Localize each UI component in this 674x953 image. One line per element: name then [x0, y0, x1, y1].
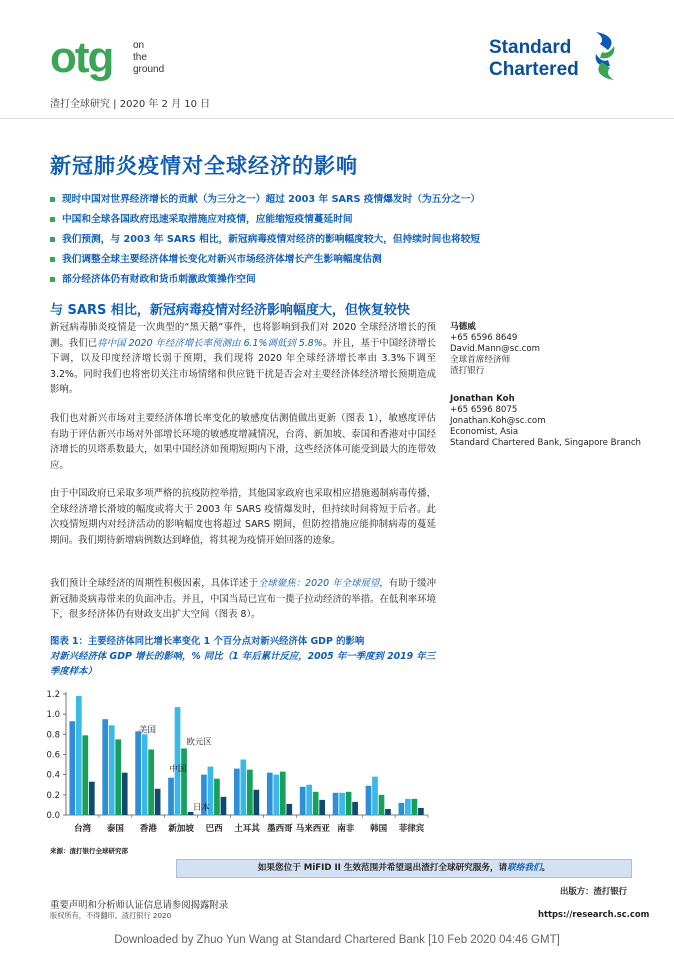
author-card [450, 394, 641, 449]
paragraph-text: ，有助于缓冲新冠肺炎病毒带来的负面冲击。并且，中国当局已宣布一揽子拉动经济的举措。在低利率环境下，很多经济体仍有财政支出扩大空间（图表 8）。 [50, 578, 436, 621]
bar-欧元区 [82, 735, 88, 815]
bar-日本 [155, 789, 161, 815]
x-tick-label: 马来西亚 [295, 824, 330, 834]
published-by: 出版方：渣打银行 [560, 886, 627, 896]
x-tick-label: 新加坡 [168, 824, 194, 834]
bar-日本 [385, 809, 391, 815]
series-annotation: 美国 [139, 725, 157, 736]
x-tick-label: 南非 [337, 824, 355, 834]
paragraph-4 [50, 576, 436, 623]
author-email[interactable]: Jonathan.Koh@sc.com [450, 416, 546, 426]
website-link[interactable]: https://research.sc.com [538, 909, 650, 919]
bar-欧元区 [412, 799, 418, 815]
bar-美国 [405, 799, 411, 815]
bar-美国 [306, 785, 312, 815]
bar-美国 [241, 760, 247, 815]
x-tick-label: 韩国 [370, 824, 388, 834]
series-annotation: 欧元区 [186, 737, 212, 748]
author-org: 渣打银行 [450, 366, 485, 376]
author-name: Jonathan Koh [450, 394, 515, 404]
paragraph-text: 新冠病毒肺炎疫情是一次典型的“黑天鹅”事件，也将影响到我们对 2020 全球经济增长的预测。我们已 [50, 322, 436, 349]
figure-source: 来源：渣打银行全球研究部 [50, 847, 128, 855]
author-email[interactable]: David.Mann@sc.com [450, 344, 540, 354]
bar-日本 [89, 782, 95, 815]
y-tick-label: 0.8 [46, 730, 60, 741]
copyright-text: 版权所有，不得翻印。渣打银行 2020 [50, 911, 172, 920]
bar-中国 [135, 731, 141, 815]
y-tick-label: 0.0 [46, 811, 60, 821]
bar-日本 [352, 802, 358, 815]
author-phone: +65 6596 8075 [450, 405, 518, 415]
bar-美国 [273, 775, 279, 815]
x-tick-label: 泰国 [106, 824, 124, 834]
bar-日本 [221, 797, 227, 815]
author-name: 马德威 [450, 322, 476, 332]
author-org: Standard Chartered Bank, Singapore Branch [450, 438, 641, 448]
author-phone: +65 6596 8649 [450, 333, 518, 343]
bar-美国 [175, 707, 181, 815]
series-annotation: 中国 [169, 764, 187, 775]
bar-中国 [102, 719, 108, 815]
paragraph-link[interactable]: 将中国 2020 年经济增长率预测由 6.1%调低到 5.8% [97, 337, 323, 349]
standard-chartered-logo-icon [592, 30, 618, 82]
mifid-notice [176, 859, 632, 878]
key-point: 部分经济体仍有财政和货币刺激政策操作空间 [50, 270, 640, 290]
bar-欧元区 [313, 792, 319, 815]
section-title: 与 SARS 相比，新冠病毒疫情对经济影响幅度大，但恢复较快 [50, 303, 410, 318]
bar-欧元区 [346, 792, 352, 815]
header-subtitle: 渣打全球研究 | 2020 年 2 月 10 日 [50, 99, 211, 110]
y-tick-label: 0.2 [46, 790, 60, 801]
bar-美国 [339, 793, 345, 815]
bar-日本 [319, 800, 325, 815]
bar-欧元区 [181, 748, 187, 815]
author-title: Economist, Asia [450, 427, 519, 437]
tagline-line: ground [133, 64, 165, 75]
bar-日本 [254, 790, 260, 815]
download-stamp: Downloaded by Zhuo Yun Wang at Standard Chartered Bank [10 Feb 2020 04:46 GMT] [114, 934, 560, 946]
paragraph-2: 我们也对新兴市场对主要经济体增长率变化的敏感度估测值做出更新（图表 1），敏感度评估有助于评估新兴市场对外部增长环境的敏感度增减情况，台湾、新加坡、泰国和香港对中国经济增长的贝塔系数最大，如果中国经济如预期短期内下滑，这些经济体可能受到最大的连带效应。 [50, 413, 436, 471]
key-point: 中国和全球各国政府迅速采取措施应对疫情，应能缩短疫情蔓延时间 [50, 210, 640, 230]
bar-日本 [418, 808, 424, 815]
beta-bar-chart [36, 684, 436, 842]
key-points-list [50, 190, 640, 290]
y-tick-label: 1.0 [46, 710, 60, 721]
bar-欧元区 [280, 772, 286, 815]
bar-中国 [333, 793, 339, 815]
paragraph-text: 我们预计全球经济的周期性积极因素，具体详述于 [50, 578, 258, 589]
bar-中国 [399, 803, 405, 815]
paragraph-text: 。并且，基于中国经济增长下调，以及印度经济增长弱于预期，我们现将 2020 年全球经济增长率由 3.3%下调至 3.2%。同时我们也将密切关注市场情绪和供应链干扰是否会对主要经济体经济增长预期造成影响。 [50, 337, 436, 396]
bar-日本 [286, 804, 292, 815]
bar-美国 [372, 777, 378, 815]
x-tick-label: 巴西 [205, 824, 223, 834]
series-annotation: 日本 [192, 802, 210, 813]
paragraph-3: 由于中国政府已采取多项严格的抗疫防控举措，其他国家政府也采取相应措施遏制病毒传播，全球经济增长滑坡的幅度或将大于 2003 年 SARS 疫情爆发时，但持续时间将短于后者。此次疫情短期内对经济活动的影响幅度也将超过 SARS 期间，但防控措施应能抑制病毒的蔓延期间。我们期待新增病例数达到峰值，将其视为疫情开始回落的迹象。 [50, 488, 436, 546]
paragraph-1 [50, 320, 436, 398]
author-card [450, 322, 540, 377]
x-tick-label: 菲律宾 [398, 824, 425, 834]
bar-中国 [300, 787, 306, 815]
contact-us-link[interactable]: 联络我们 [507, 863, 542, 873]
paragraph-link[interactable]: 全球聚焦：2020 年全球展望 [257, 578, 380, 589]
bar-日本 [122, 773, 128, 815]
standard-chartered-name [489, 37, 579, 81]
figure-subtitle: 对新兴经济体 GDP 增长的影响，% 同比（1 年后累计反应，2005 年一季度到 2019 年三季度样本） [50, 651, 436, 677]
y-tick-label: 1.2 [46, 690, 60, 700]
otg-tagline [133, 40, 164, 76]
bar-美国 [142, 734, 148, 815]
bank-name-line2: Chartered [489, 59, 579, 80]
bar-中国 [168, 778, 174, 815]
otg-logo: otg [50, 33, 113, 82]
bar-美国 [109, 725, 115, 815]
disclaimer-text: 重要声明和分析师认证信息请参阅揭露附录 [50, 900, 229, 911]
bar-中国 [234, 769, 240, 815]
bar-欧元区 [115, 739, 121, 815]
bank-name-line1: Standard [489, 37, 572, 58]
x-tick-label: 土耳其 [234, 824, 260, 834]
page-title: 新冠肺炎疫情对全球经济的影响 [50, 154, 358, 178]
bar-美国 [76, 696, 82, 815]
bar-欧元区 [214, 779, 220, 815]
bar-欧元区 [148, 749, 154, 815]
tagline-line: the [133, 52, 147, 63]
mifid-text-end: 。 [541, 863, 551, 873]
mifid-text: 如果您位于 MiFID II 生效范围并希望退出渣打全球研究服务，请 [257, 863, 508, 873]
bar-中国 [69, 721, 75, 815]
figure-title: 图表 1：主要经济体同比增长率变化 1 个百分点对新兴经济体 GDP 的影响 [50, 636, 365, 647]
bar-中国 [267, 773, 273, 815]
bar-欧元区 [379, 795, 385, 815]
x-tick-label: 墨西哥 [267, 824, 293, 834]
x-tick-label: 台湾 [73, 824, 91, 834]
key-point: 现时中国对世界经济增长的贡献（为三分之一）超过 2003 年 SARS 疫情爆发时（为五分之一） [50, 190, 640, 210]
key-point: 我们预测，与 2003 年 SARS 相比，新冠病毒疫情对经济的影响幅度较大，但持续时间也将较短 [50, 230, 640, 250]
bar-欧元区 [247, 770, 253, 815]
tagline-line: on [133, 40, 145, 51]
bar-中国 [366, 786, 372, 815]
y-tick-label: 0.6 [46, 750, 60, 761]
author-title: 全球首席经济师 [450, 355, 511, 365]
header-divider [0, 118, 674, 119]
y-tick-label: 0.4 [46, 770, 60, 781]
x-tick-label: 香港 [139, 824, 157, 834]
key-point: 我们调整全球主要经济体增长变化对新兴市场经济体增长产生影响幅度估测 [50, 250, 640, 270]
